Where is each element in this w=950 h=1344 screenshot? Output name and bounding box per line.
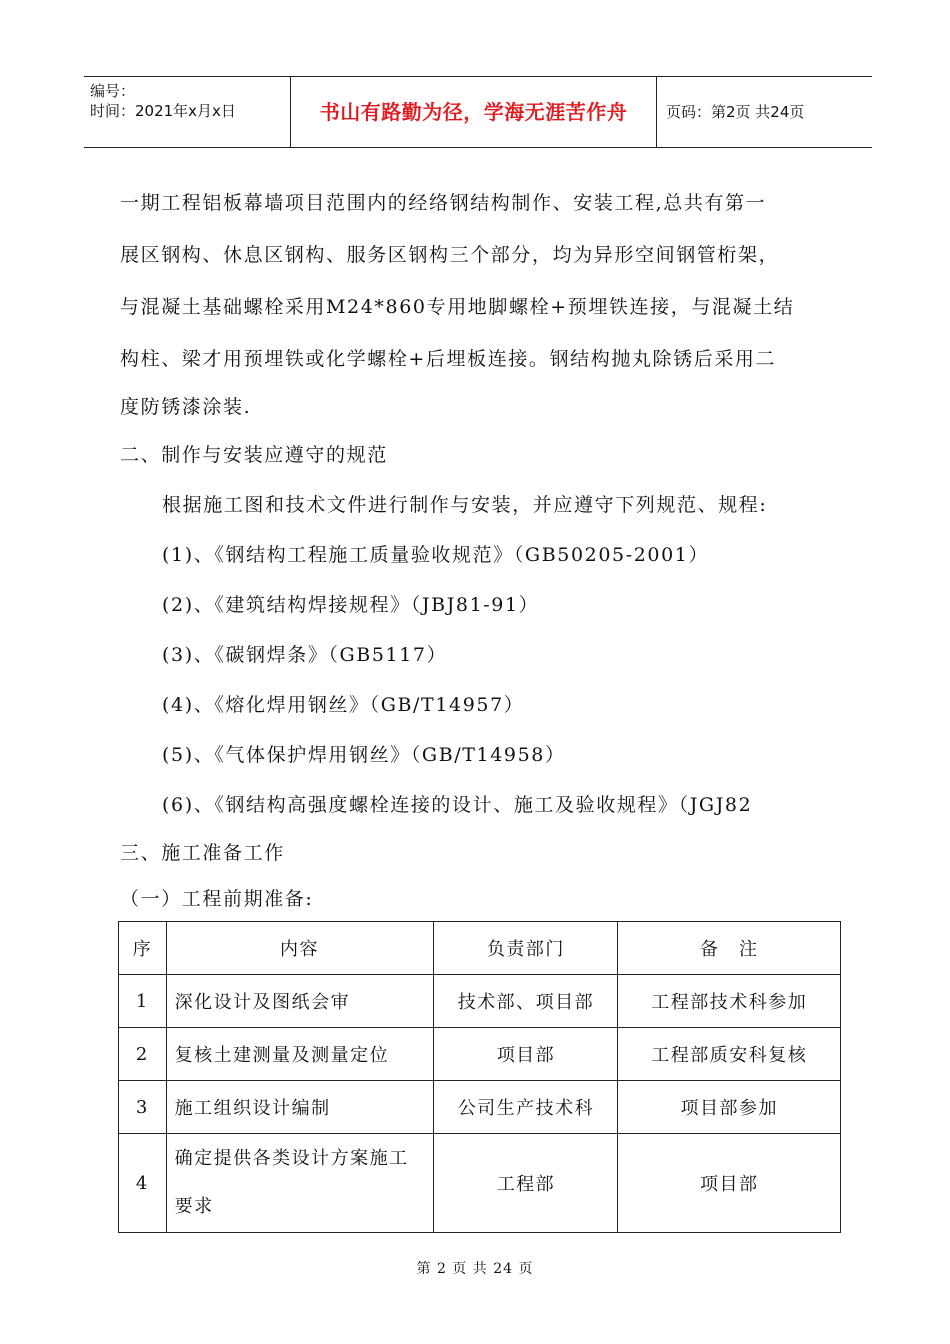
intro-line-3: 与混凝土基础螺栓采用M24*860专用地脚螺栓+预埋铁连接，与混凝土结	[120, 296, 795, 318]
spec-item-6: (6)、《钢结构高强度螺栓连接的设计、施工及验收规程》（JGJ82	[162, 794, 753, 816]
cell-content: 深化设计及图纸会审	[166, 975, 434, 1028]
header-meta	[90, 81, 290, 121]
page-header	[84, 76, 872, 148]
cell-content: 复核土建测量及测量定位	[166, 1028, 434, 1081]
table-row	[119, 1028, 841, 1081]
page-footer: 第 2 页 共 24 页	[416, 1261, 534, 1277]
spec-item-1: (1)、《钢结构工程施工质量验收规范》（GB50205-2001）	[162, 544, 710, 566]
section3-subheading: （一）工程前期准备:	[120, 888, 314, 910]
intro-line-1: 一期工程铝板幕墙项目范围内的经络钢结构制作、安装工程,总共有第一	[120, 192, 767, 214]
cell-note: 项目部参加	[618, 1081, 841, 1134]
cell-num: 4	[119, 1134, 167, 1233]
intro-line-5: 度防锈漆涂装.	[120, 396, 252, 418]
cell-dept: 项目部	[434, 1028, 618, 1081]
section2-heading: 二、制作与安装应遵守的规范	[120, 444, 388, 466]
table-row	[119, 975, 841, 1028]
col-header-content: 内容	[166, 922, 434, 975]
spec-item-3: (3)、《碳钢焊条》（GB5117）	[162, 644, 448, 666]
spec-item-2: (2)、《建筑结构焊接规程》（JBJ81-91）	[162, 594, 540, 616]
table-row	[119, 1134, 841, 1233]
preparation-table	[118, 921, 841, 1233]
cell-num: 2	[119, 1028, 167, 1081]
col-header-note: 备 注	[618, 922, 841, 975]
header-number: 编号：	[90, 82, 136, 100]
col-header-num: 序	[119, 922, 167, 975]
intro-line-2: 展区钢构、休息区钢构、服务区钢构三个部分，均为异形空间钢管桁架，	[120, 244, 780, 266]
header-motto: 书山有路勤为径，学海无涯苦作舟	[319, 100, 628, 124]
section3-heading: 三、施工准备工作	[120, 842, 285, 864]
col-header-dept: 负责部门	[434, 922, 618, 975]
spec-item-5: (5)、《气体保护焊用钢丝》（GB/T14958）	[162, 744, 566, 766]
cell-dept: 工程部	[434, 1134, 618, 1233]
table-header-row	[119, 922, 841, 975]
cell-content: 施工组织设计编制	[166, 1081, 434, 1134]
cell-note: 工程部技术科参加	[618, 975, 841, 1028]
table-row	[119, 1081, 841, 1134]
header-time: 时间：2021年x月x日	[90, 102, 236, 120]
section2-lead: 根据施工图和技术文件进行制作与安装，并应遵守下列规范、规程:	[162, 494, 768, 516]
intro-line-4: 构柱、梁才用预埋铁或化学螺栓+后埋板连接。钢结构抛丸除锈后采用二	[120, 348, 777, 370]
cell-num: 1	[119, 975, 167, 1028]
cell-note: 工程部质安科复核	[618, 1028, 841, 1081]
cell-dept: 公司生产技术科	[434, 1081, 618, 1134]
header-divider-right	[656, 77, 657, 147]
cell-num: 3	[119, 1081, 167, 1134]
spec-item-4: (4)、《熔化焊用钢丝》（GB/T14957）	[162, 694, 525, 716]
cell-dept: 技术部、项目部	[434, 975, 618, 1028]
header-page-info: 页码：第2页 共24页	[666, 103, 805, 121]
cell-content: 确定提供各类设计方案施工要求	[166, 1134, 434, 1233]
cell-note: 项目部	[618, 1134, 841, 1233]
